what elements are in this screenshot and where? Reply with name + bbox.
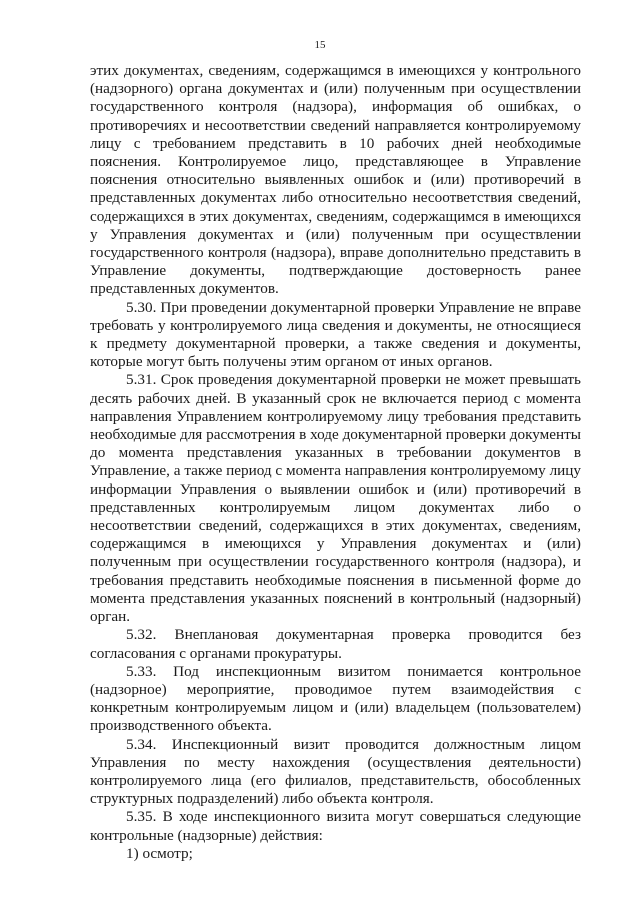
page-number: 15 bbox=[314, 39, 326, 51]
paragraph-5-34: 5.34. Инспекционный визит проводится должностным лицом Управления по месту нахождения (осуществления деятельности) контролируемого лица (его филиалов, представительств, обособленных структурных подразделений) либо объекта контроля. bbox=[90, 735, 581, 808]
paragraph-5-30: 5.30. При проведении документарной проверки Управление не вправе требовать у контролируемого лица сведения и документы, не относящиеся к предмету документарной проверки, а также сведения и документы, которые могут быть получены этим органом от иных органов. bbox=[90, 298, 581, 371]
paragraph-5-35: 5.35. В ходе инспекционного визита могут совершаться следующие контрольные (надзорные) действия: bbox=[90, 808, 581, 844]
paragraph-continuation: этих документах, сведениям, содержащимся в имеющихся у контрольного (надзорного) органа документах и (или) полученным при осуществлении государственного контроля (надзора), информация об ошибках, о противоречиях и несоответствии сведений направляется контролируемому лицу с требованием представить в 10 рабочих дней необходимые пояснения. Контролируемое лицо, представляющее в Управление пояснения относительно выявленных ошибок и (или) противоречий в представленных документах либо относительно несоответствия сведений, содержащихся в этих документах, сведениям, содержащимся в имеющихся у Управления документах и (или) полученным при осуществлении государственного контроля (надзора), вправе дополнительно представить в Управление документы, подтверждающие достоверность ранее представленных документов. bbox=[90, 62, 581, 298]
paragraph-5-31: 5.31. Срок проведения документарной проверки не может превышать десять рабочих дней. В указанный срок не включается период с момента направления Управлением контролируемому лицу требования представить необходимые для рассмотрения в ходе документарной проверки документы до момента представления указанных в требовании документов в Управление, а также период с момента направления контролируемому лицу информации Управления о выявлении ошибок и (или) противоречий в представленных контролируемым лицом документах либо о несоответствии сведений, содержащихся в этих документах, сведениям, содержащимся в имеющихся у Управления документах и (или) полученным при осуществлении государственного контроля (надзора), и требования представить необходимые пояснения в письменной форме до момента представления указанных пояснений в контрольный (надзорный) орган. bbox=[90, 371, 581, 626]
document-body bbox=[90, 62, 581, 863]
paragraph-5-33: 5.33. Под инспекционным визитом понимается контрольное (надзорное) мероприятие, проводимое путем взаимодействия с конкретным контролируемым лицом и (или) владельцем (пользователем) производственного объекта. bbox=[90, 662, 581, 735]
paragraph-5-32: 5.32. Внеплановая документарная проверка проводится без согласования с органами прокуратуры. bbox=[90, 626, 581, 662]
list-item-inspection: 1) осмотр; bbox=[126, 844, 193, 862]
